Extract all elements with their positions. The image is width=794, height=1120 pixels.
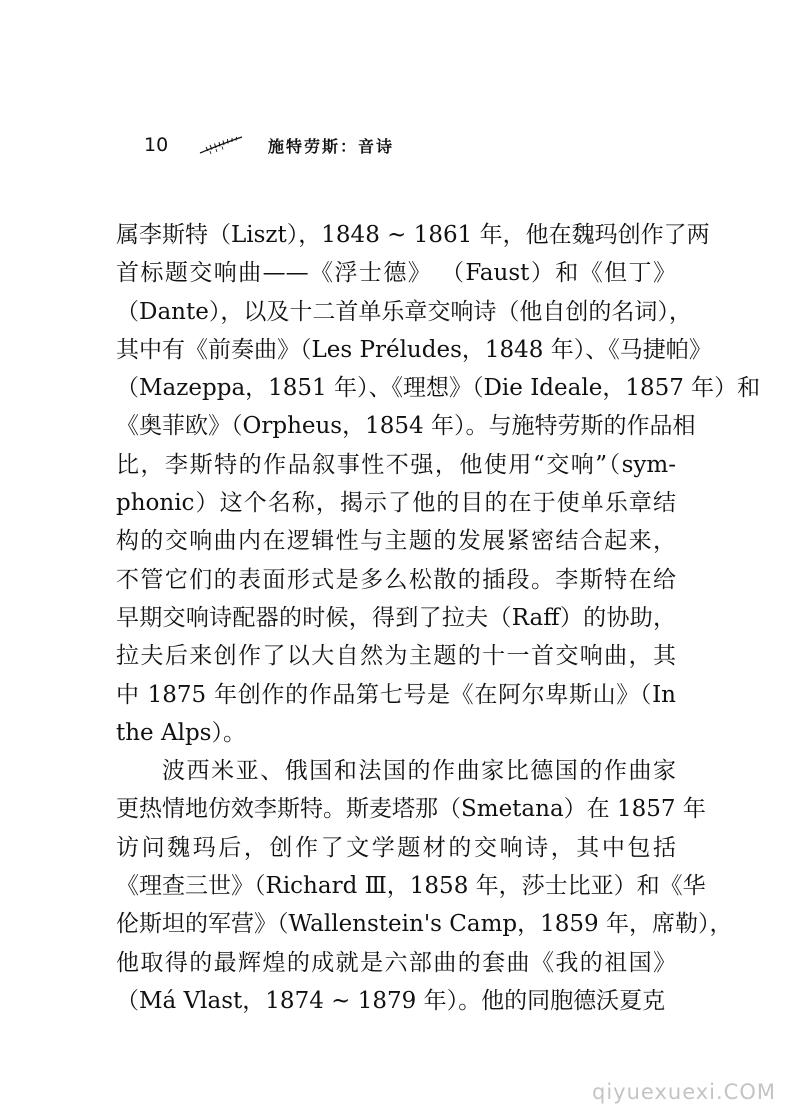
body-text (116, 216, 761, 1020)
text-line: 中 1875 年创作的作品第七号是《在阿尔卑斯山》（In (116, 681, 676, 708)
text-line: （Dante），以及十二首单乐章交响诗（他自创的名词）， (116, 298, 692, 325)
text-line: 比，李斯特的作品叙事性不强，他使用“交响”（sym- (116, 451, 676, 478)
text-line: （Mazeppa，1851 年）、《理想》（Die Ideale，1857 年）和 (116, 375, 761, 402)
paragraph (116, 216, 761, 752)
text-line: 其中有《前奏曲》（Les Préludes，1848 年）、《马捷帕》 (116, 336, 712, 363)
text-line: 访问魏玛后，创作了文学题材的交响诗，其中包括 (116, 834, 676, 861)
text-line: the Alps）。 (116, 719, 246, 746)
text-line: 构的交响曲内在逻辑性与主题的发展紧密结合起来， (116, 528, 676, 555)
text-line: 拉夫后来创作了以大自然为主题的十一首交响曲，其 (116, 643, 676, 670)
text-line: 他取得的最辉煌的成就是六部曲的套曲《我的祖国》 (116, 949, 676, 976)
text-line: 不管它们的表面形式是多么松散的插段。李斯特在给 (116, 566, 676, 593)
text-line: （Má Vlast，1874 ~ 1879 年）。他的同胞德沃夏克 (116, 987, 666, 1014)
running-header (144, 130, 394, 160)
feather-ornament-icon (198, 134, 244, 156)
text-line: 早期交响诗配器的时候，得到了拉夫（Raff）的协助， (116, 604, 676, 631)
text-line: 伦斯坦的军营》（Wallenstein's Camp，1859 年，席勒）， (116, 911, 733, 938)
site-watermark: qiyuexuexi.COM (592, 1080, 776, 1104)
text-line: 波西米亚、俄国和法国的作曲家比德国的作曲家 (162, 758, 676, 785)
text-line: phonic）这个名称，揭示了他的目的在于使单乐章结 (116, 490, 676, 517)
paragraph (116, 752, 733, 1020)
text-line: 《理查三世》（Richard Ⅲ，1858 年，莎士比亚）和《华 (116, 873, 706, 900)
text-line: 属李斯特（Liszt），1848 ~ 1861 年，他在魏玛创作了两 (116, 222, 710, 248)
text-line: 更热情地仿效李斯特。斯麦塔那（Smetana）在 1857 年 (116, 796, 706, 823)
running-title: 施特劳斯：音诗 (268, 136, 395, 156)
text-line: 《奥菲欧》（Orpheus，1854 年）。与施特劳斯的作品相 (116, 413, 696, 440)
text-line: 首标题交响曲——《浮士德》 （Faust）和《但丁》 (116, 260, 676, 287)
page-number: 10 (144, 134, 169, 156)
